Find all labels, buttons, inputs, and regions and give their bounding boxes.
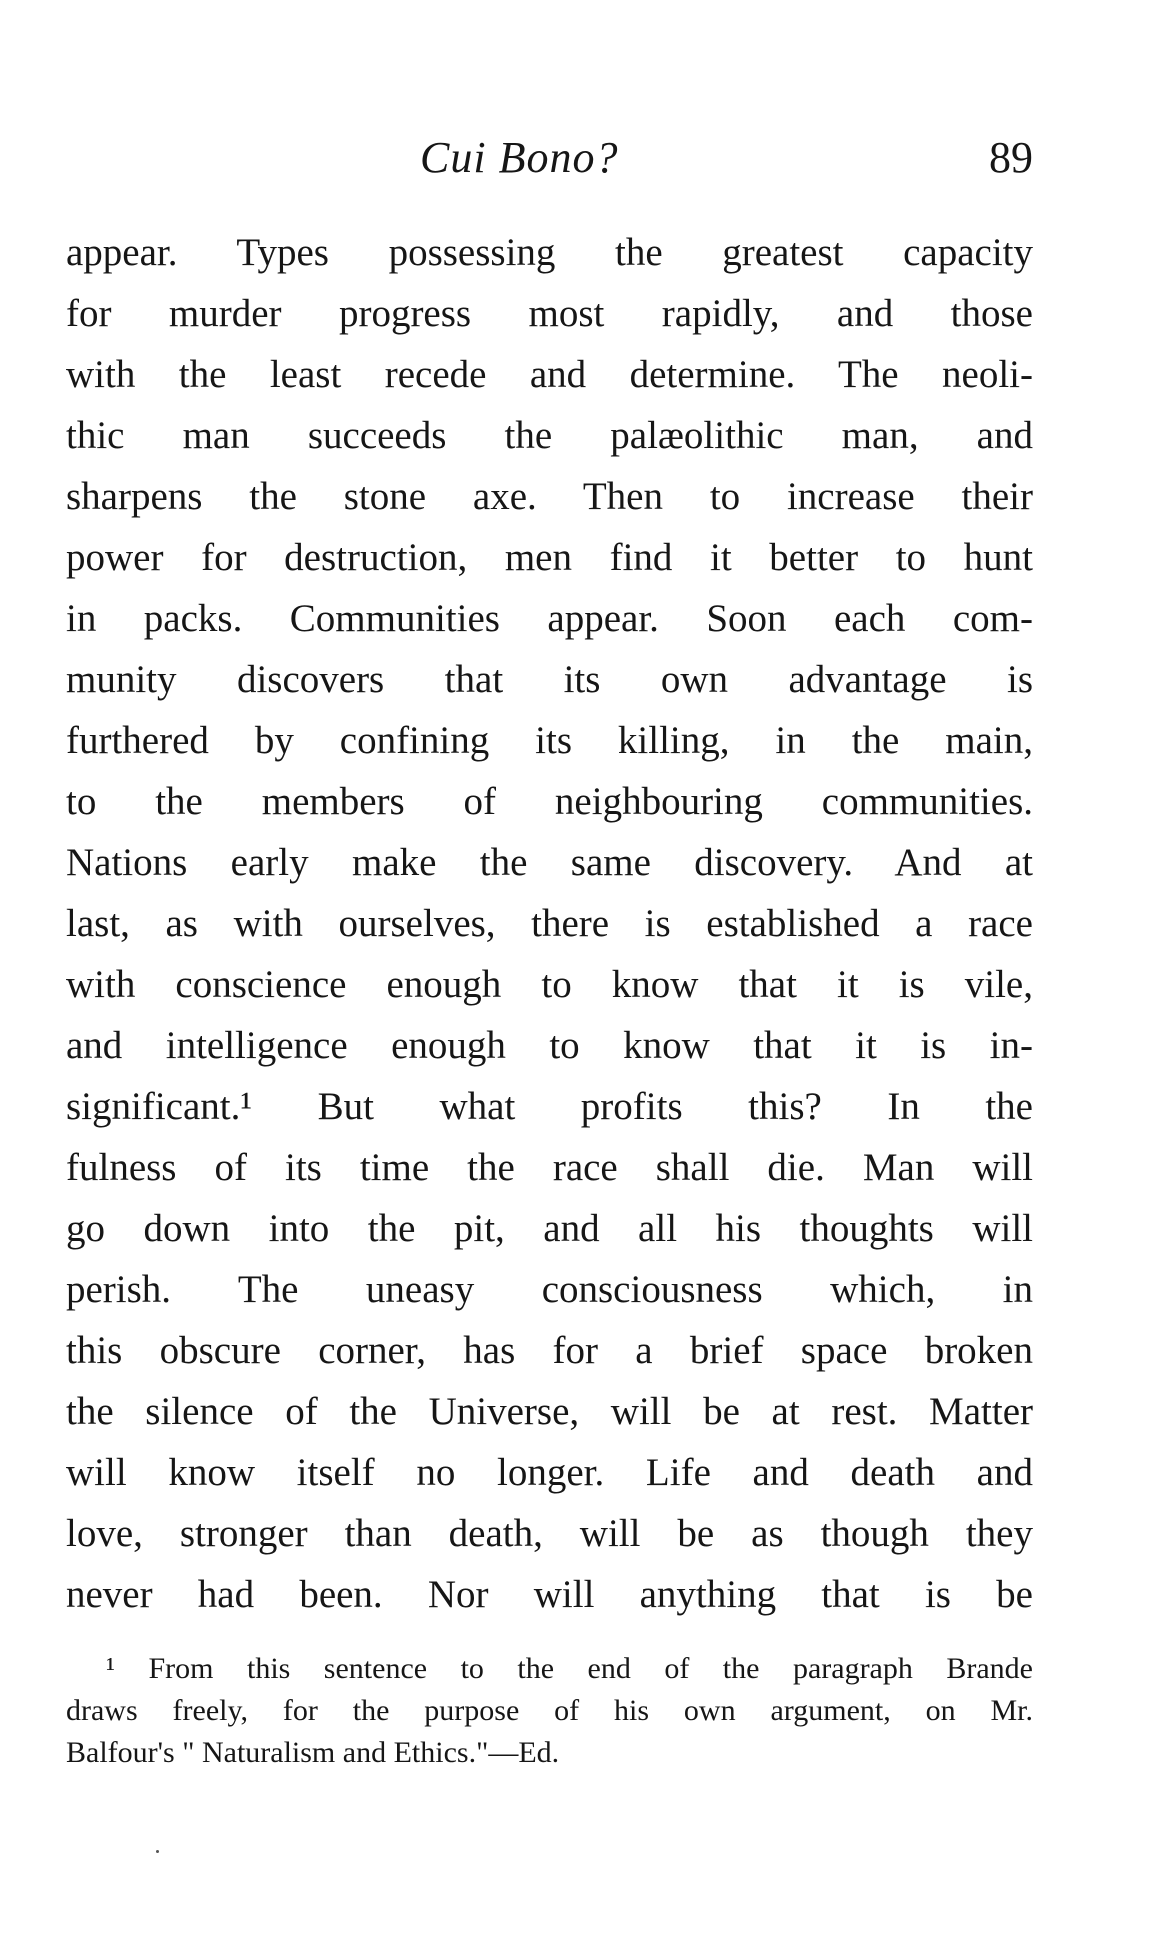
body-text: [66, 222, 1033, 1625]
text-line: love, stronger than death, will be as though they: [66, 1512, 1033, 1555]
running-title: Cui Bono?: [420, 133, 619, 182]
text-line: in packs. Communities appear. Soon each com-: [66, 597, 1033, 640]
footnote-line: Balfour's " Naturalism and Ethics."—Ed.: [66, 1736, 560, 1769]
text-line: for murder progress most rapidly, and those: [66, 292, 1033, 335]
text-line: last, as with ourselves, there is established a race: [66, 902, 1033, 945]
text-line: appear. Types possessing the greatest capacity: [66, 231, 1033, 274]
text-line: go down into the pit, and all his thoughts will: [66, 1207, 1033, 1250]
text-line: perish. The uneasy consciousness which, in: [66, 1268, 1033, 1311]
text-line: power for destruction, men find it better to hunt: [66, 536, 1033, 579]
print-speck: [156, 1850, 159, 1853]
text-line: significant.¹ But what profits this? In the: [66, 1085, 1033, 1128]
text-line: the silence of the Universe, will be at rest. Matter: [66, 1390, 1033, 1433]
text-line: this obscure corner, has for a brief space broken: [66, 1329, 1033, 1372]
footnote-line: draws freely, for the purpose of his own argument, on Mr.: [66, 1694, 1033, 1727]
running-head: [66, 132, 1033, 192]
footnote-line: ¹ From this sentence to the end of the paragraph Brande: [106, 1652, 1033, 1685]
footnote: [66, 1648, 1033, 1774]
text-line: fulness of its time the race shall die. Man will: [66, 1146, 1033, 1189]
text-line: never had been. Nor will anything that is be: [66, 1573, 1033, 1616]
text-line: furthered by confining its killing, in the main,: [66, 719, 1033, 762]
text-line: to the members of neighbouring communities.: [66, 780, 1033, 823]
text-line: with conscience enough to know that it is vile,: [66, 963, 1033, 1006]
text-line: will know itself no longer. Life and death and: [66, 1451, 1033, 1494]
text-line: thic man succeeds the palæolithic man, and: [66, 414, 1033, 457]
text-line: sharpens the stone axe. Then to increase their: [66, 475, 1033, 518]
text-line: Nations early make the same discovery. And at: [66, 841, 1033, 884]
text-line: with the least recede and determine. The neoli-: [66, 353, 1033, 396]
text-line: and intelligence enough to know that it is in-: [66, 1024, 1033, 1067]
page-number: 89: [989, 133, 1033, 182]
text-line: munity discovers that its own advantage is: [66, 658, 1033, 701]
